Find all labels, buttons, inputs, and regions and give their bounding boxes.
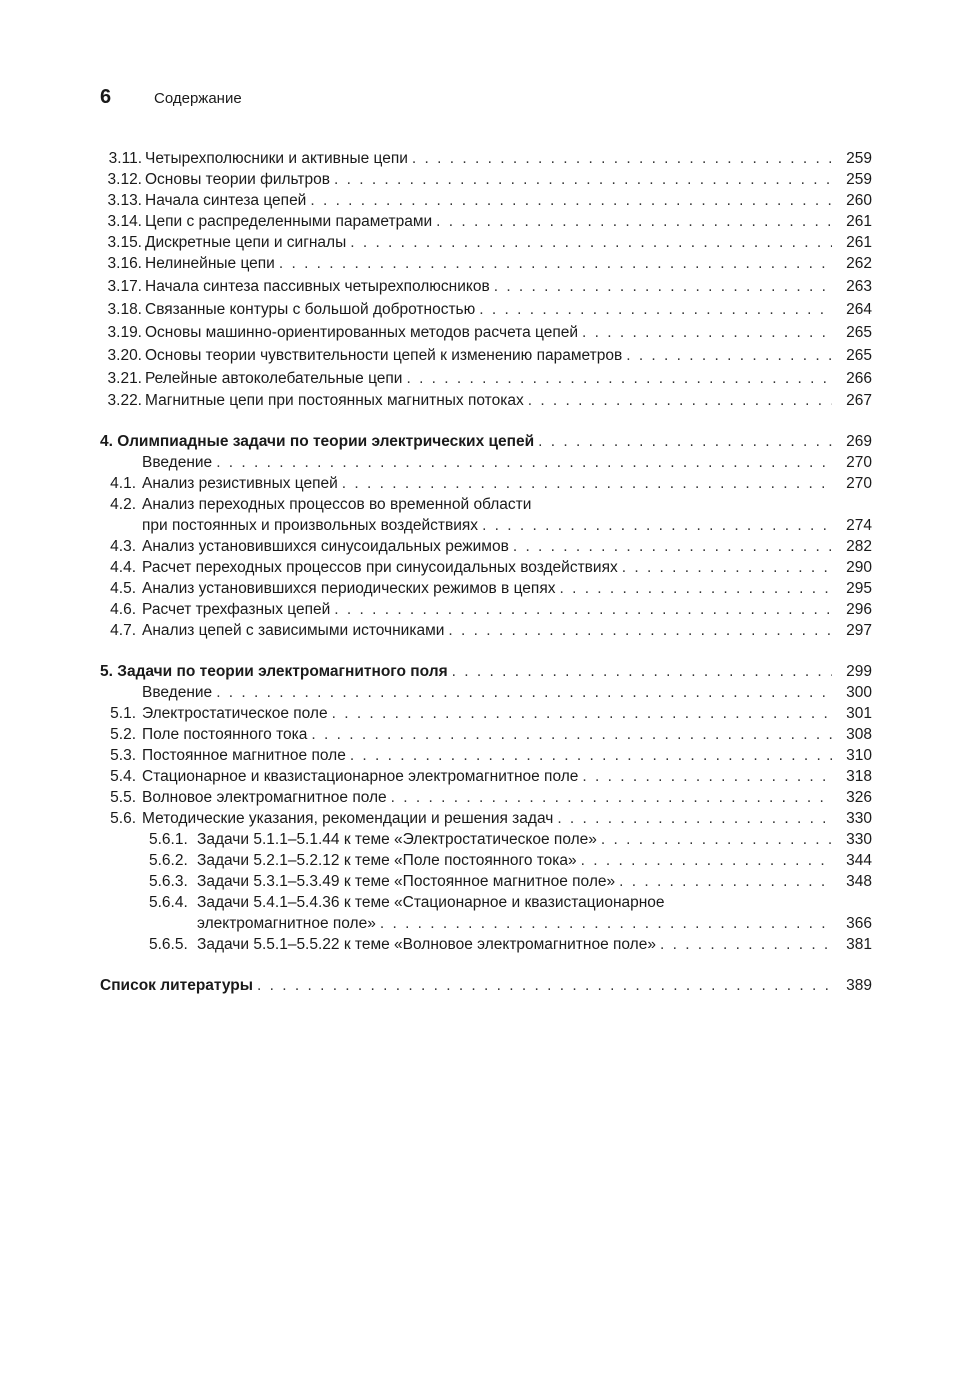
entry-title: Введение bbox=[142, 454, 213, 471]
entry-title: Задачи 5.4.1–5.4.36 к теме «Стационарное и квазистационарное bbox=[197, 894, 665, 911]
toc-entry bbox=[100, 787, 872, 808]
entry-number: 4.7. bbox=[110, 622, 136, 639]
entry-number: 4.5. bbox=[110, 580, 136, 597]
toc-chapter bbox=[100, 431, 872, 452]
toc-entry bbox=[100, 766, 872, 787]
entry-page: 265 bbox=[846, 324, 872, 341]
toc-entry bbox=[100, 169, 872, 190]
entry-number: 4.6. bbox=[110, 601, 136, 618]
entry-number: 4.4. bbox=[110, 559, 136, 576]
dot-leader bbox=[582, 766, 832, 787]
dot-leader bbox=[448, 620, 832, 641]
toc-entry bbox=[100, 808, 872, 829]
dot-leader bbox=[216, 682, 832, 703]
entry-title: Анализ переходных процессов во временной области bbox=[142, 496, 532, 513]
entry-number: 5.3. bbox=[110, 747, 136, 764]
dot-leader bbox=[528, 390, 832, 411]
toc-subentry bbox=[100, 829, 872, 850]
entry-number: 3.13. bbox=[107, 192, 142, 209]
toc-entry bbox=[100, 390, 872, 411]
entry-number: 5.6.3. bbox=[149, 873, 188, 890]
toc-entry bbox=[100, 148, 872, 169]
entry-title: Начала синтеза цепей bbox=[145, 192, 307, 209]
toc-subentry bbox=[100, 934, 872, 955]
toc-entry bbox=[100, 599, 872, 620]
dot-leader bbox=[332, 703, 832, 724]
entry-title: электромагнитное поле» bbox=[197, 915, 376, 932]
entry-page: 366 bbox=[846, 915, 872, 932]
dot-leader bbox=[619, 871, 832, 892]
entry-page: 318 bbox=[846, 768, 872, 785]
entry-number: 3.11. bbox=[108, 150, 142, 167]
dot-leader bbox=[436, 211, 832, 232]
entry-page: 296 bbox=[846, 601, 872, 618]
entry-number: 3.14. bbox=[107, 213, 142, 230]
toc-entry bbox=[100, 557, 872, 578]
entry-title: Расчет трехфазных цепей bbox=[142, 601, 331, 618]
toc-entry bbox=[100, 276, 872, 297]
toc-entry bbox=[100, 452, 872, 473]
entry-number: 3.15. bbox=[107, 234, 142, 251]
dot-leader bbox=[380, 913, 832, 934]
entry-title: Нелинейные цепи bbox=[145, 255, 275, 272]
toc-entry bbox=[100, 536, 872, 557]
entry-number: 3.16. bbox=[107, 255, 142, 272]
toc-entry bbox=[100, 473, 872, 494]
entry-number: 5.6.1. bbox=[149, 831, 188, 848]
entry-title: Основы теории фильтров bbox=[145, 171, 330, 188]
entry-number: 5.4. bbox=[110, 768, 136, 785]
entry-page: 299 bbox=[846, 663, 872, 680]
entry-page: 261 bbox=[846, 234, 872, 251]
entry-title: Магнитные цепи при постоянных магнитных потоках bbox=[145, 392, 524, 409]
entry-page: 389 bbox=[846, 977, 872, 994]
entry-page: 266 bbox=[846, 370, 872, 387]
dot-leader bbox=[406, 368, 832, 389]
toc-entry-continuation bbox=[100, 515, 872, 536]
entry-title: Начала синтеза пассивных четырехполюсников bbox=[145, 278, 490, 295]
entry-page: 344 bbox=[846, 852, 872, 869]
entry-page: 282 bbox=[846, 538, 872, 555]
entry-number: 5.6.5. bbox=[149, 936, 188, 953]
dot-leader bbox=[391, 787, 832, 808]
entry-number: 4.2. bbox=[110, 496, 136, 513]
entry-title: Анализ установившихся синусоидальных режимов bbox=[142, 538, 509, 555]
toc-subentry bbox=[100, 871, 872, 892]
entry-number: 3.22. bbox=[107, 392, 142, 409]
entry-title: Задачи 5.3.1–5.3.49 к теме «Постоянное магнитное поле» bbox=[197, 873, 616, 890]
entry-title: Задачи 5.5.1–5.5.22 к теме «Волновое электромагнитное поле» bbox=[197, 936, 656, 953]
entry-page: 259 bbox=[846, 171, 872, 188]
entry-number: 5.2. bbox=[110, 726, 136, 743]
entry-page: 267 bbox=[846, 392, 872, 409]
entry-title: Анализ резистивных цепей bbox=[142, 475, 338, 492]
toc-entry bbox=[100, 578, 872, 599]
entry-page: 330 bbox=[846, 831, 872, 848]
entry-page: 265 bbox=[846, 347, 872, 364]
entry-number: 5.6.4. bbox=[149, 894, 188, 911]
dot-leader bbox=[257, 975, 832, 996]
toc-entry bbox=[100, 745, 872, 766]
entry-number: 3.21. bbox=[107, 370, 142, 387]
toc-entry bbox=[100, 253, 872, 274]
dot-leader bbox=[279, 253, 832, 274]
toc-entry bbox=[100, 345, 872, 366]
entry-number: 3.12. bbox=[107, 171, 142, 188]
chapter-title: 4. Олимпиадные задачи по теории электрических цепей bbox=[100, 433, 535, 450]
toc-entry bbox=[100, 190, 872, 211]
entry-title: Волновое электромагнитное поле bbox=[142, 789, 387, 806]
entry-title: Электростатическое поле bbox=[142, 705, 328, 722]
toc-entry bbox=[100, 494, 872, 515]
toc-entry bbox=[100, 232, 872, 253]
entry-title: Четырехполюсники и активные цепи bbox=[145, 150, 408, 167]
dot-leader bbox=[601, 829, 832, 850]
dot-leader bbox=[494, 276, 832, 297]
entry-page: 262 bbox=[846, 255, 872, 272]
entry-title: Анализ установившихся периодических режимов в цепях bbox=[142, 580, 556, 597]
dot-leader bbox=[559, 578, 832, 599]
entry-title: Постоянное магнитное поле bbox=[142, 747, 346, 764]
entry-number: 5.6.2. bbox=[149, 852, 188, 869]
entry-title: Связанные контуры с большой добротностью bbox=[145, 301, 476, 318]
entry-page: 264 bbox=[846, 301, 872, 318]
toc-entry bbox=[100, 620, 872, 641]
toc-entry bbox=[100, 724, 872, 745]
entry-title: Основы теории чувствительности цепей к изменению параметров bbox=[145, 347, 623, 364]
toc-chapter bbox=[100, 661, 872, 682]
toc-entry bbox=[100, 368, 872, 389]
entry-number: 3.19. bbox=[107, 324, 142, 341]
table-of-contents bbox=[100, 148, 872, 996]
entry-title: при постоянных и произвольных воздействиях bbox=[142, 517, 479, 534]
entry-number: 5.5. bbox=[110, 789, 136, 806]
dot-leader bbox=[310, 190, 832, 211]
entry-title: Расчет переходных процессов при синусоидальных воздействиях bbox=[142, 559, 618, 576]
chapter-title: 5. Задачи по теории электромагнитного поля bbox=[100, 663, 448, 680]
dot-leader bbox=[513, 536, 832, 557]
entry-page: 259 bbox=[846, 150, 872, 167]
entry-title: Задачи 5.1.1–5.1.44 к теме «Электростатическое поле» bbox=[197, 831, 597, 848]
entry-page: 290 bbox=[846, 559, 872, 576]
entry-number: 3.20. bbox=[107, 347, 142, 364]
entry-title: Методические указания, рекомендации и решения задач bbox=[142, 810, 554, 827]
entry-page: 270 bbox=[846, 454, 872, 471]
dot-leader bbox=[582, 322, 832, 343]
entry-number: 4.1. bbox=[110, 475, 136, 492]
page-number: 6 bbox=[100, 86, 112, 108]
entry-number: 3.17. bbox=[107, 278, 142, 295]
entry-page: 381 bbox=[846, 936, 872, 953]
dot-leader bbox=[538, 431, 832, 452]
entry-page: 301 bbox=[846, 705, 872, 722]
entry-number: 5.6. bbox=[110, 810, 136, 827]
toc-entry bbox=[100, 211, 872, 232]
entry-page: 310 bbox=[846, 747, 872, 764]
toc-entry bbox=[100, 322, 872, 343]
dot-leader bbox=[350, 232, 832, 253]
entry-title: Цепи с распределенными параметрами bbox=[145, 213, 433, 230]
dot-leader bbox=[660, 934, 832, 955]
dot-leader bbox=[311, 724, 832, 745]
entry-page: 308 bbox=[846, 726, 872, 743]
dot-leader bbox=[626, 345, 832, 366]
dot-leader bbox=[334, 169, 832, 190]
dot-leader bbox=[342, 473, 832, 494]
entry-page: 260 bbox=[846, 192, 872, 209]
entry-title: Поле постоянного тока bbox=[142, 726, 308, 743]
toc-entry bbox=[100, 703, 872, 724]
entry-page: 269 bbox=[846, 433, 872, 450]
entry-title: Стационарное и квазистационарное электромагнитное поле bbox=[142, 768, 579, 785]
running-title: Содержание bbox=[154, 90, 242, 107]
entry-title: Дискретные цепи и сигналы bbox=[145, 234, 347, 251]
dot-leader bbox=[557, 808, 832, 829]
entry-number: 3.18. bbox=[107, 301, 142, 318]
entry-page: 295 bbox=[846, 580, 872, 597]
toc-entry bbox=[100, 299, 872, 320]
entry-title: Основы машинно-ориентированных методов расчета цепей bbox=[145, 324, 579, 341]
entry-page: 348 bbox=[846, 873, 872, 890]
toc-subentry bbox=[100, 892, 872, 913]
dot-leader bbox=[452, 661, 832, 682]
entry-page: 297 bbox=[846, 622, 872, 639]
dot-leader bbox=[581, 850, 832, 871]
entry-page: 326 bbox=[846, 789, 872, 806]
entry-page: 300 bbox=[846, 684, 872, 701]
dot-leader bbox=[622, 557, 832, 578]
entry-number: 4.3. bbox=[110, 538, 136, 555]
dot-leader bbox=[482, 515, 832, 536]
toc-entry bbox=[100, 682, 872, 703]
toc-subentry-continuation bbox=[100, 913, 872, 934]
dot-leader bbox=[412, 148, 832, 169]
entry-title: Задачи 5.2.1–5.2.12 к теме «Поле постоянного тока» bbox=[197, 852, 577, 869]
entry-page: 274 bbox=[846, 517, 872, 534]
dot-leader bbox=[334, 599, 832, 620]
entry-page: 270 bbox=[846, 475, 872, 492]
entry-page: 263 bbox=[846, 278, 872, 295]
entry-number: 5.1. bbox=[110, 705, 136, 722]
dot-leader bbox=[479, 299, 832, 320]
dot-leader bbox=[216, 452, 832, 473]
entry-title: Релейные автоколебательные цепи bbox=[145, 370, 403, 387]
entry-title: Введение bbox=[142, 684, 213, 701]
entry-page: 330 bbox=[846, 810, 872, 827]
toc-subentry bbox=[100, 850, 872, 871]
entry-page: 261 bbox=[846, 213, 872, 230]
references-title: Список литературы bbox=[100, 977, 254, 994]
toc-references bbox=[100, 975, 872, 996]
dot-leader bbox=[350, 745, 832, 766]
entry-title: Анализ цепей с зависимыми источниками bbox=[142, 622, 445, 639]
